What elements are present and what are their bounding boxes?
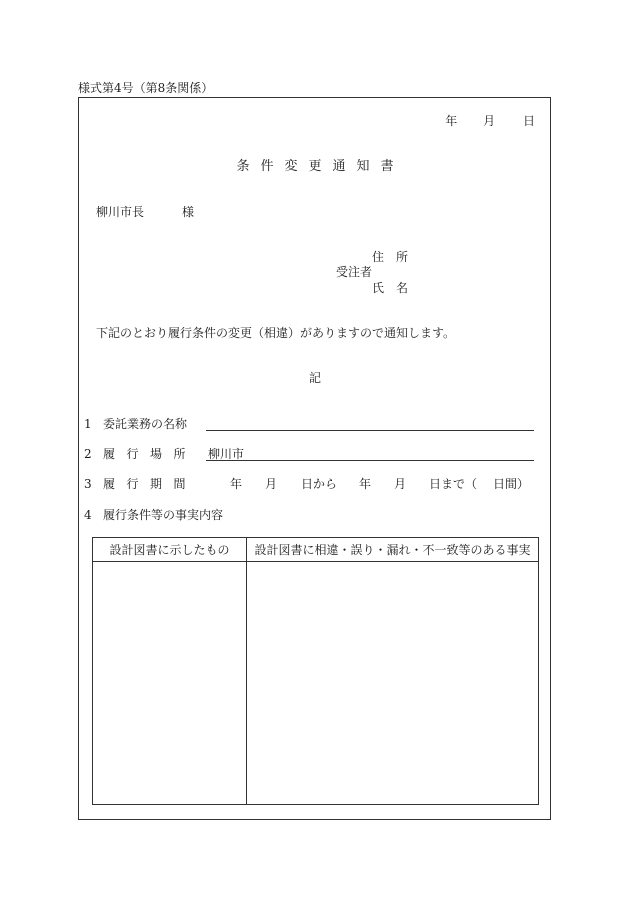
facts-table [92, 537, 539, 805]
date-line [445, 115, 535, 127]
item4-label: 履行条件等の事実内容 [103, 508, 224, 522]
addressee [96, 206, 194, 218]
table-header-design-docs: 設計図書に示したもの [109, 543, 230, 557]
document-title: 条件変更通知書 [236, 159, 405, 174]
item2-label: 履行場所 [103, 447, 198, 461]
form-number: 様式第4号（第8条関係） [78, 81, 214, 95]
period-from-year: 年 [230, 477, 243, 491]
notice-body: 下記のとおり履行条件の変更（相違）がありますので通知します。 [96, 326, 456, 340]
name-label: 氏名 [372, 281, 421, 295]
contractor-label: 受注者 [336, 265, 373, 279]
table-cell-design-docs[interactable] [93, 562, 246, 804]
date-month: 月 [483, 114, 496, 128]
item2-value: 柳川市 [208, 447, 245, 461]
date-year: 年 [445, 114, 458, 128]
item1-number: 1 [84, 417, 92, 431]
item2-underline [206, 460, 534, 461]
item3-number: 3 [84, 477, 92, 491]
address-label: 住所 [372, 250, 421, 264]
item2-number: 2 [84, 447, 92, 461]
period-to-month: 月 [394, 477, 407, 491]
period-days: 日間） [493, 477, 530, 491]
addressee-name: 柳川市長 [96, 205, 145, 219]
period-to-day: 日まで（ [429, 477, 478, 491]
period-from-month: 月 [265, 477, 278, 491]
addressee-honorific: 様 [182, 205, 195, 219]
item1-label: 委託業務の名称 [103, 417, 188, 431]
table-cell-discrepancies[interactable] [247, 562, 538, 804]
period-from-day: 日から [301, 477, 338, 491]
period-to-year: 年 [359, 477, 372, 491]
table-header-discrepancies: 設計図書に相違・誤り・漏れ・不一致等のある事実 [254, 543, 531, 557]
item4-number: 4 [84, 508, 92, 522]
date-day: 日 [522, 114, 535, 128]
item3-label: 履行期間 [103, 477, 198, 491]
item1-underline [206, 430, 534, 431]
ki-heading: 記 [308, 371, 321, 385]
